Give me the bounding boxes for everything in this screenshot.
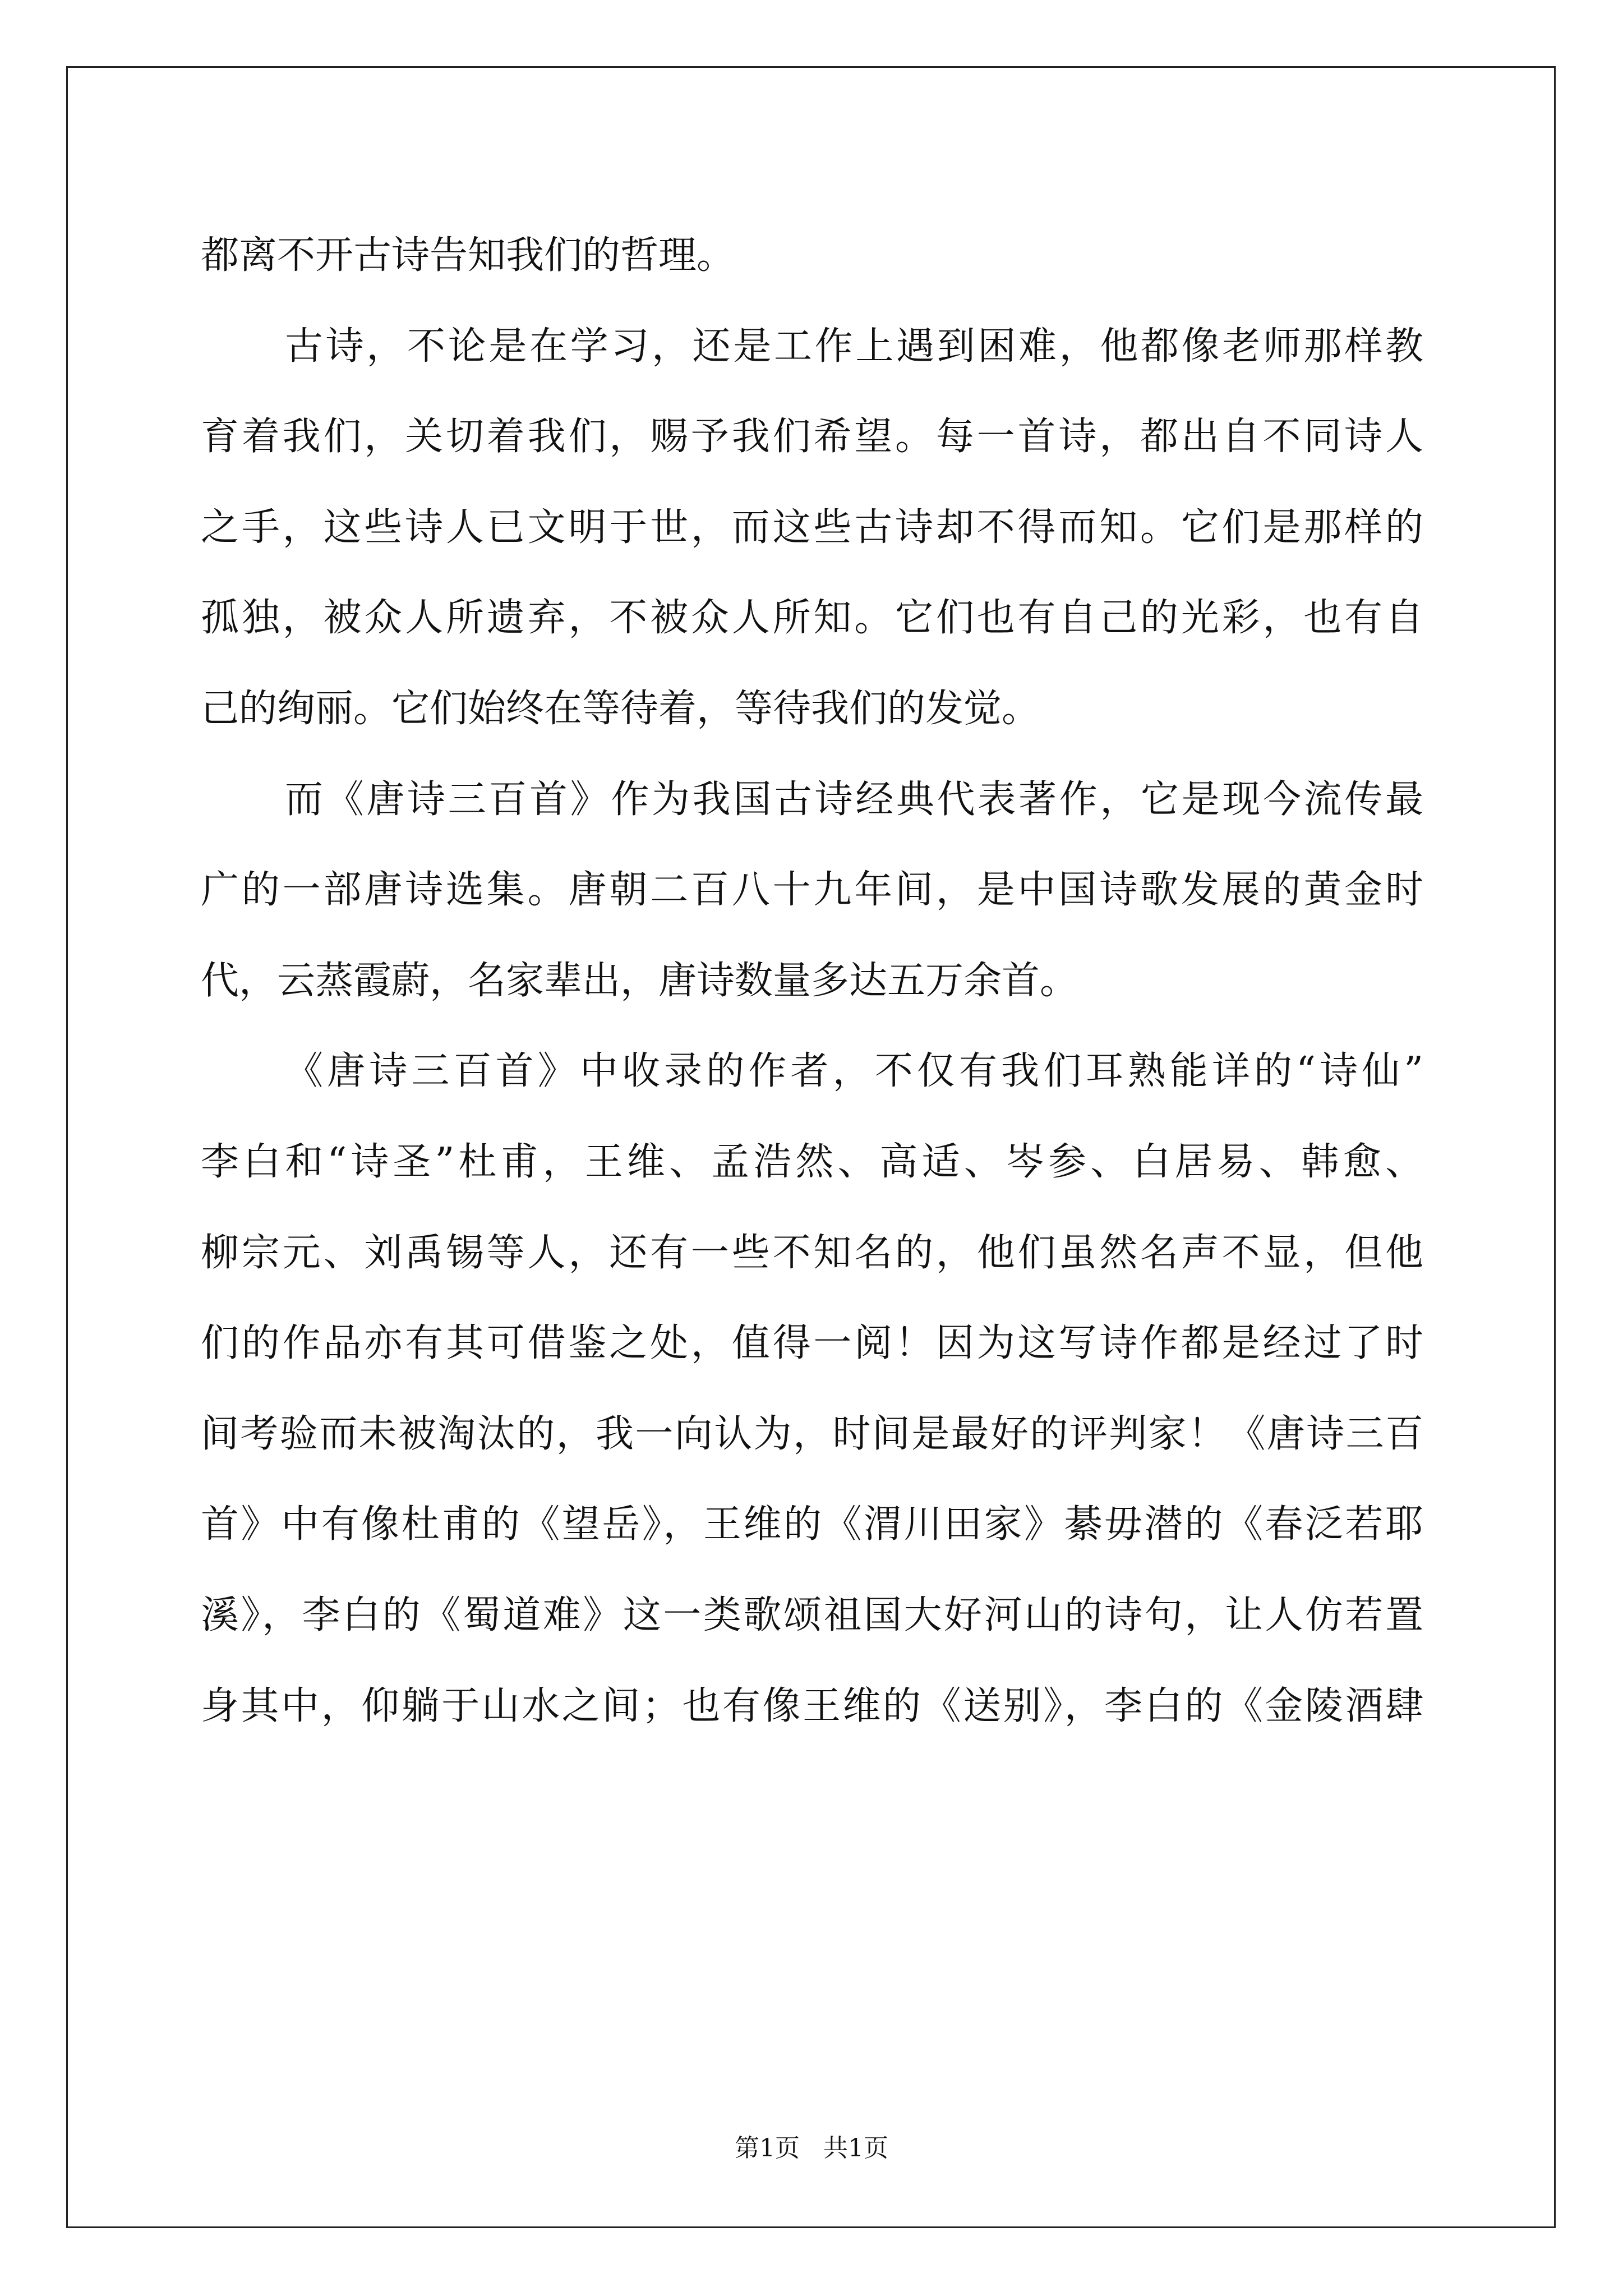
text-line: 育着我们，关切着我们，赐予我们希望。每一首诗，都出自不同诗人 <box>201 415 1423 459</box>
text-line: 柳宗元、刘禹锡等人，还有一些不知名的，他们虽然名声不显，但他 <box>201 1230 1423 1275</box>
text-line: 古诗，不论是在学习，还是工作上遇到困难，他都像老师那样教 <box>285 324 1423 369</box>
document-body <box>201 210 1423 1751</box>
page-number-footer: 第1页 共1页 <box>735 2134 888 2162</box>
text-line: 都离不开古诗告知我们的哲理。 <box>201 233 735 278</box>
text-line: 李白和“诗圣”杜甫，王维、孟浩然、高适、岑参、白居易、韩愈、 <box>201 1139 1423 1184</box>
text-line: 之手，这些诗人已文明于世，而这些古诗却不得而知。它们是那样的 <box>201 505 1423 550</box>
text-line: 广的一部唐诗选集。唐朝二百八十九年间，是中国诗歌发展的黄金时 <box>201 868 1423 913</box>
text-line: 间考验而未被淘汰的，我一向认为，时间是最好的评判家！《唐诗三百 <box>201 1411 1423 1456</box>
text-line: 己的绚丽。它们始终在等待着，等待我们的发觉。 <box>201 686 1040 731</box>
text-line: 首》中有像杜甫的《望岳》，王维的《渭川田家》綦毋潜的《春泛若耶 <box>201 1502 1423 1547</box>
text-line: 们的作品亦有其可借鉴之处，值得一阅！因为这写诗作都是经过了时 <box>201 1321 1423 1366</box>
text-line: 身其中，仰躺于山水之间；也有像王维的《送别》，李白的《金陵酒肆 <box>201 1683 1423 1728</box>
text-line: 代，云蒸霞蔚，名家辈出，唐诗数量多达五万余首。 <box>201 958 1078 1003</box>
text-line: 孤独，被众人所遗弃，不被众人所知。它们也有自己的光彩，也有自 <box>201 596 1423 641</box>
text-line: 《唐诗三百首》中收录的作者，不仅有我们耳熟能详的“诗仙” <box>285 1049 1423 1094</box>
text-line: 溪》，李白的《蜀道难》这一类歌颂祖国大好河山的诗句，让人仿若置 <box>201 1593 1423 1637</box>
text-line: 而《唐诗三百首》作为我国古诗经典代表著作，它是现今流传最 <box>285 777 1423 822</box>
